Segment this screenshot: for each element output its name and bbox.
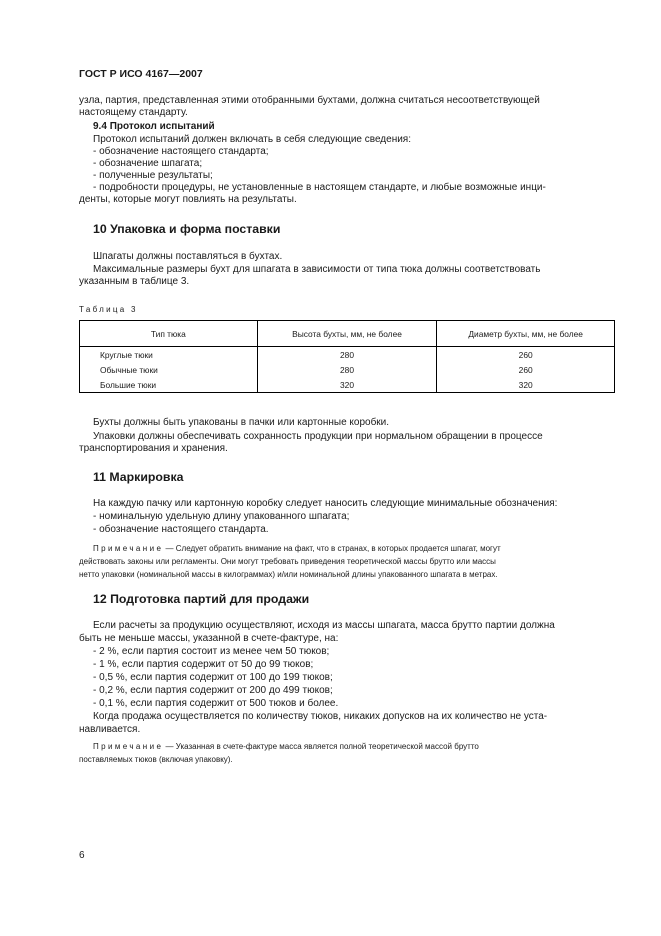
table-cell: 280 bbox=[257, 362, 437, 377]
table-cell: Большие тюки bbox=[80, 377, 258, 393]
list-item: - 1 %, если партия содержит от 50 до 99 тюков; bbox=[93, 659, 314, 670]
section-12-heading: 12 Подготовка партий для продажи bbox=[93, 592, 310, 606]
note-line bbox=[93, 542, 629, 555]
list-item: - обозначение настоящего стандарта. bbox=[93, 524, 269, 535]
note-line: нетто упаковки (номинальной массы в килограммах) и/или номинальной длины упакованного шпагата в метрах. bbox=[79, 570, 498, 579]
table-caption: Таблица 3 bbox=[79, 305, 138, 314]
paragraph-line: настоящему стандарту. bbox=[79, 107, 188, 118]
list-item: - 0,2 %, если партия содержит от 200 до 499 тюков; bbox=[93, 685, 333, 696]
subsection-title: Протокол испытаний bbox=[109, 121, 215, 132]
table-cell: 320 bbox=[437, 377, 615, 393]
note-label: Примечание bbox=[93, 742, 164, 751]
section-10-heading: 10 Упаковка и форма поставки bbox=[93, 222, 281, 236]
paragraph-line: транспортирования и хранения. bbox=[79, 443, 228, 454]
paragraph-line: навливается. bbox=[79, 724, 141, 735]
table-row bbox=[80, 362, 615, 377]
paragraph-line: Когда продажа осуществляется по количеству тюков, никаких допусков на их количество не уста- bbox=[93, 711, 548, 722]
list-item: - обозначение настоящего стандарта; bbox=[93, 146, 269, 157]
paragraph-line: Бухты должны быть упакованы в пачки или картонные коробки. bbox=[93, 417, 390, 428]
paragraph-line: узла, партия, представленная этими отобранными бухтами, должна считаться несоответствующей bbox=[79, 95, 540, 106]
paragraph-line: денты, которые могут повлиять на результаты. bbox=[79, 194, 297, 205]
note-line: поставляемых тюков (включая упаковку). bbox=[79, 755, 233, 764]
table-header-cell: Диаметр бухты, мм, не более bbox=[437, 321, 615, 347]
table-cell: 260 bbox=[437, 362, 615, 377]
table-header-cell: Высота бухты, мм, не более bbox=[257, 321, 437, 347]
bale-dimensions-table bbox=[79, 320, 615, 393]
list-item: - полученные результаты; bbox=[93, 170, 213, 181]
paragraph-line: быть не меньше массы, указанной в счете-фактуре, на: bbox=[79, 633, 339, 644]
note-text: — Указанная в счете-фактуре масса является полной теоретической массой брутто bbox=[163, 742, 479, 751]
note-line bbox=[93, 740, 629, 753]
table-header-row bbox=[80, 321, 615, 347]
table-row bbox=[80, 347, 615, 363]
paragraph-line: На каждую пачку или картонную коробку следует наносить следующие минимальные обозначения: bbox=[93, 498, 558, 509]
list-item: - 2 %, если партия состоит из менее чем 50 тюков; bbox=[93, 646, 330, 657]
document-header: ГОСТ Р ИСО 4167—2007 bbox=[79, 68, 203, 80]
table-header-cell: Тип тюка bbox=[80, 321, 258, 347]
list-item: - обозначение шпагата; bbox=[93, 158, 203, 169]
table-cell: 260 bbox=[437, 347, 615, 363]
paragraph-line: Упаковки должны обеспечивать сохранность продукции при нормальном обращении в процессе bbox=[93, 431, 543, 442]
paragraph-line: Максимальные размеры бухт для шпагата в зависимости от типа тюка должны соответствовать bbox=[93, 264, 541, 275]
note-label: Примечание bbox=[93, 544, 164, 553]
subsection-number: 9.4 bbox=[93, 121, 107, 132]
table-cell: Обычные тюки bbox=[80, 362, 258, 377]
list-item: - подробности процедуры, не установленные в настоящем стандарте, и любые возможные инци- bbox=[93, 182, 546, 193]
table-cell: Круглые тюки bbox=[80, 347, 258, 363]
section-11-heading: 11 Маркировка bbox=[93, 470, 184, 484]
list-item: - 0,1 %, если партия содержит от 500 тюков и более. bbox=[93, 698, 339, 709]
table-row bbox=[80, 377, 615, 393]
note-line: действовать законы или регламенты. Они могут требовать приведения теоретической массы брутто или массы bbox=[79, 557, 496, 566]
paragraph-line: указанным в таблице 3. bbox=[79, 276, 190, 287]
table-cell: 280 bbox=[257, 347, 437, 363]
list-item: - номинальную удельную длину упакованного шпагата; bbox=[93, 511, 350, 522]
page-number: 6 bbox=[79, 850, 85, 861]
paragraph-line: Если расчеты за продукцию осуществляют, исходя из массы шпагата, масса брутто партии должна bbox=[93, 620, 555, 631]
paragraph-line: Шпагаты должны поставляться в бухтах. bbox=[93, 251, 283, 262]
list-item: - 0,5 %, если партия содержит от 100 до 199 тюков; bbox=[93, 672, 333, 683]
paragraph-line: Протокол испытаний должен включать в себя следующие сведения: bbox=[93, 134, 411, 145]
subsection-9-4-heading bbox=[93, 121, 615, 132]
table-cell: 320 bbox=[257, 377, 437, 393]
note-text: — Следует обратить внимание на факт, что в странах, в которых продается шпагат, могут bbox=[163, 544, 501, 553]
